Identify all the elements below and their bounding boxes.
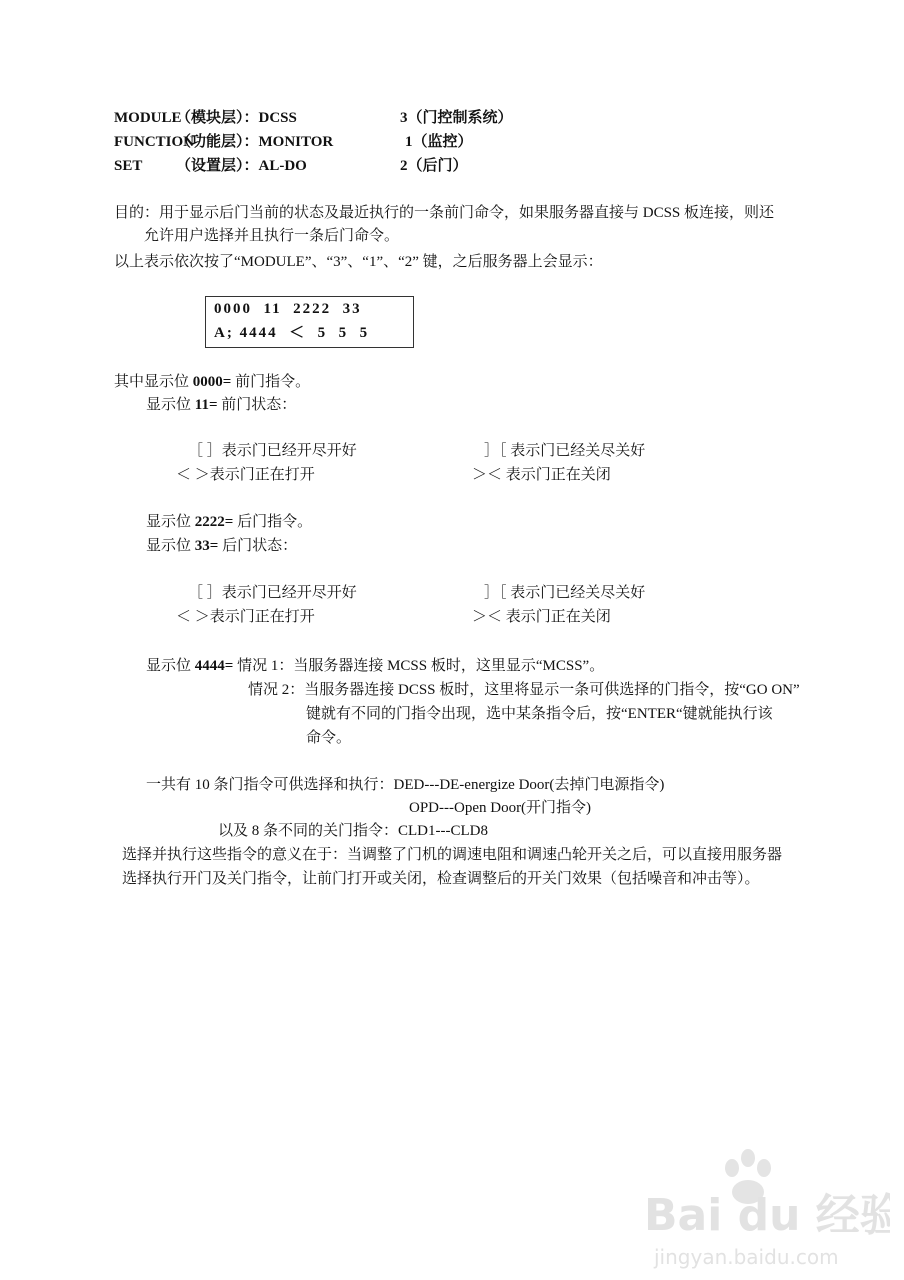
p11: 显示位 11= 前门状态： xyxy=(146,397,297,413)
set-key: SET xyxy=(114,158,143,174)
set-value: 2（后门） xyxy=(400,158,468,174)
module-layer: （模块层）：DCSS xyxy=(176,110,297,126)
state-closing: ＞＜ 表示门正在关闭 xyxy=(472,467,611,483)
p2222: 显示位 2222= 后门指令。 xyxy=(146,514,313,530)
function-key: FUNCTION xyxy=(114,134,195,150)
baidu-paw-logo-icon xyxy=(640,1140,890,1270)
meaning-line: 选择并执行这些指令的意义在于：当调整了门机的调速电阻和调速凸轮开关之后，可以直接用服务器 xyxy=(122,847,783,863)
purpose-line: 允许用户选择并且执行一条后门命令。 xyxy=(144,228,400,244)
p33: 显示位 33= 后门状态： xyxy=(146,538,298,554)
state-closing: ＞＜ 表示门正在关闭 xyxy=(472,609,611,625)
state-opening: ＜ ＞表示门正在打开 xyxy=(176,609,315,625)
p0000: 其中显示位 0000= 前门指令。 xyxy=(114,374,311,390)
meaning-line: 选择执行开门及关门指令，让前门打开或关闭，检查调整后的开关门效果（包括噪音和冲击等）。 xyxy=(122,871,760,887)
function-value: 1（监控） xyxy=(405,134,473,150)
purpose-line: 目的：用于显示后门当前的状态及最近执行的一条前门命令，如果服务器直接与 DCSS 板连接，则还 xyxy=(114,205,775,221)
case2-line: 命令。 xyxy=(306,730,352,746)
p4444: 显示位 4444= 情况 1：当服务器连接 MCSS 板时，这里显示“MCSS”。 xyxy=(146,658,605,674)
commands-line: 以及 8 条不同的关门指令：CLD1---CLD8 xyxy=(218,823,488,839)
commands-line: 一共有 10 条门指令可供选择和执行：DED---DE-energize Door(去掉门电源指令) xyxy=(146,777,665,793)
commands-line: OPD---Open Door(开门指令) xyxy=(409,800,592,816)
svg-text:jingyan.baidu.com: jingyan.baidu.com xyxy=(654,1245,839,1269)
set-layer: （设置层）：AL-DO xyxy=(176,158,307,174)
baidu-watermark xyxy=(640,1140,890,1270)
keys-line: 以上表示依次按了“MODULE”、“3”、“1”、“2” 键，之后服务器上会显示： xyxy=(114,254,603,270)
module-key: MODULE xyxy=(114,110,182,126)
display-box xyxy=(205,296,414,348)
module-value: 3（门控制系统） xyxy=(400,110,513,126)
state-opening: ＜ ＞表示门正在打开 xyxy=(176,467,315,483)
case2-line: 情况 2：当服务器连接 DCSS 板时，这里将显示一条可供选择的门指令，按“GO ON” xyxy=(248,682,800,698)
state-open: ［ ］表示门已经开尽开好 xyxy=(188,585,357,601)
case2-line: 键就有不同的门指令出现，选中某条指令后，按“ENTER“键就能执行该 xyxy=(306,706,773,722)
state-open: ［ ］表示门已经开尽开好 xyxy=(188,443,357,459)
display-line: 0000 11 2222 33 xyxy=(214,301,362,317)
display-line: A; 4444 ＜ 5 5 5 xyxy=(214,325,370,341)
state-closed: ］［ 表示门已经关尽关好 xyxy=(484,443,646,459)
function-layer: （功能层）：MONITOR xyxy=(176,134,334,150)
svg-text:Bai du 经验: Bai du 经验 xyxy=(644,1190,890,1241)
state-closed: ］［ 表示门已经关尽关好 xyxy=(484,585,646,601)
